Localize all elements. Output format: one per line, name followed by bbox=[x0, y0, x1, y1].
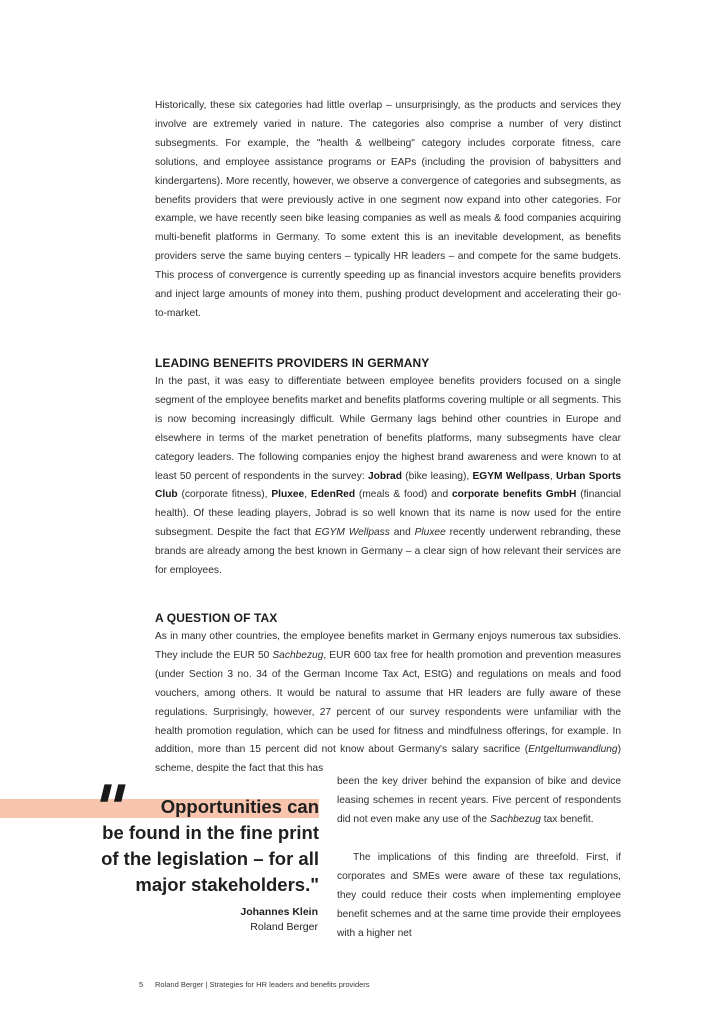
brand-jobrad: Jobrad bbox=[367, 470, 402, 482]
quote-author: Johannes Klein bbox=[240, 906, 318, 918]
brand-pluxee: Pluxee bbox=[271, 489, 305, 501]
brand-edenred: EdenRed bbox=[310, 489, 356, 501]
brand-urban-sports-club: Urban Sports Club bbox=[155, 470, 622, 501]
quote-company: Roland Berger bbox=[250, 921, 318, 933]
section-heading-tax: A QUESTION OF TAX bbox=[155, 611, 278, 625]
leading-providers-paragraph: In the past, it was easy to differentiate between employee benefits providers focused on a single segment of the employee benefits market and benefits platforms covering multiple or all segments. This is now becoming increasingly difficult. While Germany lags behind other countries in Europe and elsewhere in terms of the market penetration of benefits platforms, many subsegments have clear category leaders. The following companies enjoy the highest brand awareness and were known to at least 50 percent of respondents in the survey: Jobrad (bike leasing), EGYM Wellpass, Urban Sports Club (corporate fitness), Pluxee, EdenRed (meals & food) and corporate benefits GmbH (financial health). Of these leading players, Jobrad is so well known that its name is now used for the entire subsegment. Despite the fact that EGYM Wellpass and Pluxee recently underwent rebranding, these brands are already among the best known in Germany – a clear sign of how relevant their services are for employees. bbox=[155, 376, 622, 577]
tax-paragraph: As in many other countries, the employee benefits market in Germany enjoys numerous tax subsidies. They include the EUR 50 Sachbezug, EUR 600 tax free for health promotion and prevention measures (under Section 3 no. 34 of the German Income Tax Act, EStG) and regulations on meals and food vouchers, among others. It would be natural to assume that HR leaders are fully aware of these regulations. Surprisingly, however, 27 percent of our survey respondents were unfamiliar with the health promotion regulation, which can be used for fitness and mindfulness offerings, for example. In addition, more than 15 percent did not know about Germany's salary sacrifice (Entgeltumwandlung) scheme, despite the fact that this has bbox=[155, 631, 621, 775]
section-heading-leading-providers: LEADING BENEFITS PROVIDERS IN GERMANY bbox=[155, 356, 430, 370]
pull-quote-line-1: Opportunities can bbox=[160, 796, 319, 817]
pull-quote-line-4: major stakeholders." bbox=[135, 874, 319, 895]
page-number: 5 bbox=[139, 980, 144, 989]
brand-egym: EGYM Wellpass bbox=[472, 470, 550, 482]
brand-corporate-benefits: corporate benefits GmbH bbox=[451, 489, 577, 501]
tax-paragraph-continued: been the key driver behind the expansion of bike and device leasing schemes in recent years. Five percent of respondents did not even make any use of the Sachbezug tax benefit. bbox=[337, 776, 621, 825]
intro-paragraph: Historically, these six categories had little overlap – unsurprisingly, as the products and services they involve are extremely varied in nature. The categories also comprise a number of very distinct subsegments. For example, the "health & wellbeing" category includes corporate fitness, care solutions, and employee assistance programs or EAPs (including the provision of babysitters and kindergartens). More recently, however, we observe a convergence of categories and subsegments, as benefits providers that were previously active in one segment now expand into other categories. For example, we have recently seen bike leasing companies as well as meals & food companies acquiring multi-benefit platforms in Germany. To some extent this is an inevitable development, as benefits providers serve the same buying centers – typically HR leaders – and compete for the same budgets. This process of convergence is currently speeding up as financial investors acquire benefits providers and inject large amounts of money into them, pushing product development and accelerating their go-to-market. bbox=[155, 100, 621, 319]
pull-quote-line-3: of the legislation – for all bbox=[101, 848, 319, 869]
pull-quote-line-2: be found in the fine print bbox=[102, 822, 319, 843]
implications-paragraph: The implications of this finding are threefold. First, if corporates and SMEs were aware of these tax regulations, they could reduce their costs when implementing employee benefit schemes and at the same time provide their employees with a higher net bbox=[337, 852, 621, 939]
footer-text: Roland Berger | Strategies for HR leaders and benefits providers bbox=[155, 980, 370, 989]
quotation-mark-icon: " bbox=[82, 773, 129, 847]
